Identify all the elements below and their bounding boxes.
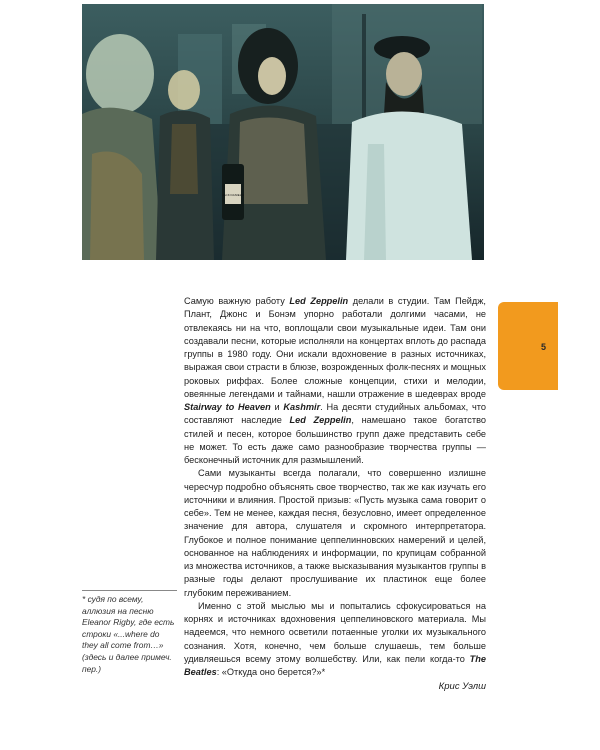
text-run: Сами музыканты всегда полагали, что совершенно излишне чересчур подробно объяснять свое творчество, так же как изучать его источники и влияния. Простой призыв: «Пусть музыка сама говорит о себе». xyxy=(184,468,486,518)
page-number: 5 xyxy=(540,342,546,352)
text-run: Самую важную работу xyxy=(184,296,290,306)
text-run: Именно с этой мыслью мы и попытались сфокусироваться на корнях и источниках вдохновения цеппелиновского материала. Мы надеемся, что немного осветили потаенные уголки их музыкального сознания. Хотя, конечно, чем больше слушаешь, тем больше удивляешься всему этому волшебству. Или, как пели когда-то xyxy=(184,600,486,664)
text-run: . На десяти студийных альбомах, что составляют наследие xyxy=(184,402,486,426)
band-name: The Beatles xyxy=(184,653,486,677)
paragraph-1 xyxy=(184,295,486,467)
text-run: Тем не менее, каждая песня, безусловно, имеет определенное значение для автора, слушателя и скромного интерпретатора. Глубокое и полное понимание цеппелинновских намерений и целей, основанное на наблюдениях и информации, по крупицам собранной из множества источников, а также высказывания музыкантов группы в разные годы делают прослушивание их пластинок еще более глубоким переживанием. xyxy=(184,508,487,598)
footnote: * судя по всему, аллюзия на песню Eleanor Rigby, где есть строки «...where do they all come from…» (здесь и далее примеч. пер.) xyxy=(82,590,177,675)
band-name: Led Zeppelin xyxy=(289,296,349,306)
text-run: , намешано такое богатство стилей и песен, которое большинство групп даже представить себе не может. То есть даже само разнообразие творчества группы — бесконечный источник для размышлений. xyxy=(184,415,486,465)
paragraph-2 xyxy=(184,467,486,600)
band-name: Led Zeppelin xyxy=(289,415,352,426)
song-title: Stairway to Heaven xyxy=(184,402,271,412)
paragraph-3 xyxy=(184,600,486,680)
band-photo xyxy=(82,4,484,260)
text-run: и xyxy=(270,402,284,412)
text-run: : «Откуда оно берется?»* xyxy=(216,667,326,677)
page-tab xyxy=(498,302,558,390)
text-run: делали в студии. Там Пейдж, Плант, Джонс и Бонэм упорно работали долгими часами, не отвлекаясь ни на что, воплощали свои музыкальные идеи. Там они создавали песни, которые исполняли на концертах вплоть до распада группы в 1980 году. Они искали вдохновение в разных источниках, выражая свои страсти в блюзе, возрожденных фолк-песнях и мощных роковых риффах. Более сложные концепции, стихи и мелодии, овеянные легендами и тайнами, нашли отражение в шедеврах вроде xyxy=(184,296,486,399)
song-title: Kashmir xyxy=(283,402,321,412)
body-text xyxy=(184,295,486,694)
author-signature: Крис Уэлш xyxy=(438,681,486,693)
band-photo-icon xyxy=(82,4,484,260)
bottle-label: JACK DANIEL'S xyxy=(222,193,244,197)
